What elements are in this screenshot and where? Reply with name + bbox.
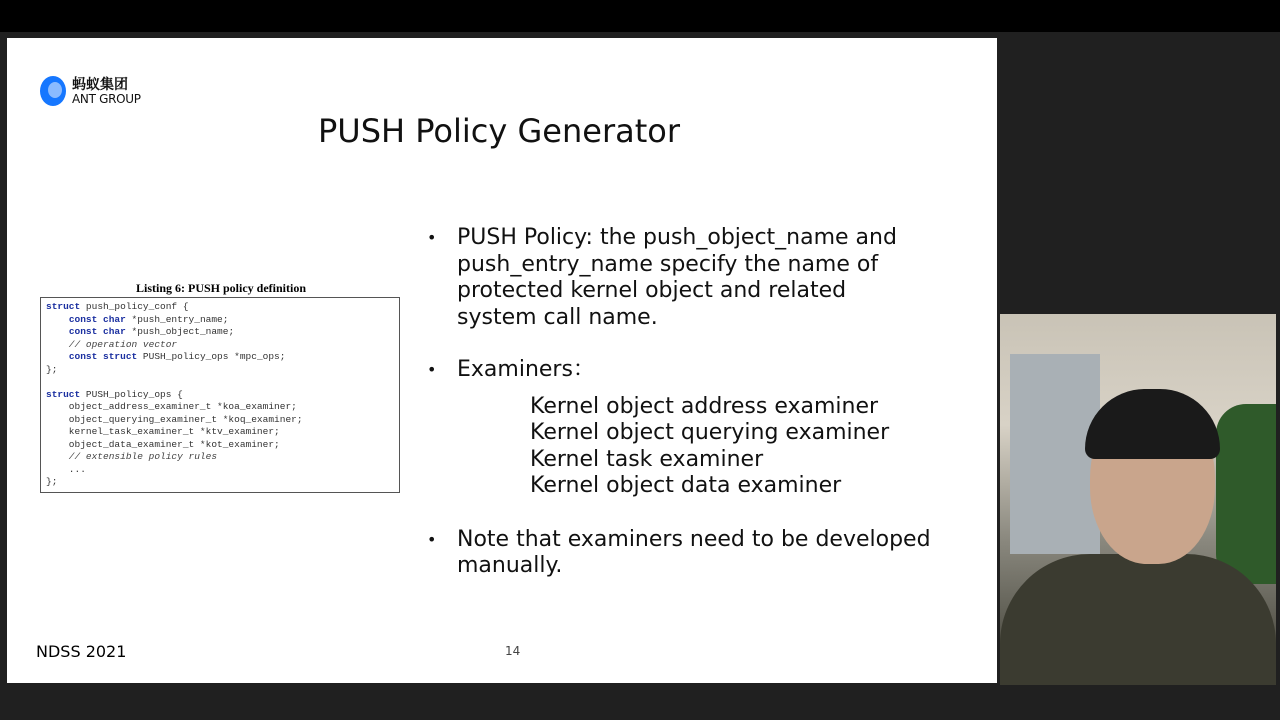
code-text: PUSH_policy_ops *mpc_ops; xyxy=(137,351,286,362)
slide-title-text: PUSH Policy Generator xyxy=(318,112,680,150)
plant xyxy=(1216,404,1276,584)
code-text xyxy=(46,314,69,325)
code-text: push_policy_conf { xyxy=(80,301,189,312)
ant-logo-icon xyxy=(40,76,66,106)
code-keyword: const char xyxy=(68,326,126,337)
logo-text-cn: 蚂蚁集团 xyxy=(72,77,128,93)
code-line xyxy=(46,439,399,452)
code-line xyxy=(46,414,399,427)
code-line xyxy=(46,301,399,314)
code-text: object_address_examiner_t *koa_examiner; xyxy=(46,401,297,412)
examiner-item: Kernel task examiner xyxy=(530,446,764,472)
code-line xyxy=(46,476,399,489)
logo-text-en: ANT GROUP xyxy=(72,92,141,106)
listing-caption: Listing 6: PUSH policy definition xyxy=(135,281,307,295)
code-keyword: struct xyxy=(46,301,81,312)
ant-group-logo xyxy=(40,68,150,108)
top-bar xyxy=(0,0,1280,32)
code-listing xyxy=(40,297,400,493)
bullet-list xyxy=(425,225,945,580)
webcam-video xyxy=(1000,314,1276,685)
code-text: PUSH_policy_ops { xyxy=(80,388,183,400)
code-text: object_querying_examiner_t *koq_examiner; xyxy=(46,413,303,425)
code-keyword: struct xyxy=(46,388,81,400)
code-line xyxy=(46,339,399,352)
code-text xyxy=(46,351,69,362)
code-text: object_data_examiner_t *kot_examiner; xyxy=(46,438,280,450)
examiner-item: Kernel object address examiner xyxy=(530,393,879,419)
code-comment: // operation vector xyxy=(46,338,178,350)
page-number: 14 xyxy=(505,644,521,658)
examiner-item: Kernel object data examiner xyxy=(530,473,842,498)
slide-title xyxy=(7,112,997,150)
speaker-hair xyxy=(1085,389,1220,459)
code-line xyxy=(46,351,399,364)
code-keyword: const struct xyxy=(68,351,138,362)
speaker-body xyxy=(1000,554,1276,685)
code-line xyxy=(46,364,399,377)
code-text: *push_entry_name; xyxy=(125,313,229,325)
code-comment: // extensible policy rules xyxy=(46,451,218,462)
code-text xyxy=(46,326,69,337)
code-line xyxy=(46,401,399,414)
code-text: }; xyxy=(46,476,58,487)
code-line xyxy=(46,389,399,402)
code-text: *push_object_name; xyxy=(125,326,235,337)
code-line xyxy=(46,376,399,389)
code-text: ... xyxy=(46,463,86,475)
code-line xyxy=(46,464,399,477)
code-line xyxy=(46,426,399,439)
slide xyxy=(7,38,997,683)
code-line xyxy=(46,314,399,327)
bullet-push-policy: • PUSH Policy: the push_object_name and push_entry_name specify the name of protected kernel object and related system call name. xyxy=(425,225,917,331)
examiner-item: Kernel object querying examiner xyxy=(530,420,890,445)
code-text: }; xyxy=(46,363,58,375)
bullet-examiners: • Examiners： xyxy=(425,357,945,384)
code-text: kernel_task_examiner_t *ktv_examiner; xyxy=(46,426,280,437)
code-line xyxy=(46,451,399,464)
code-line xyxy=(46,326,399,339)
examiner-list xyxy=(425,394,945,500)
bullet-note: • Note that examiners need to be developed manually. xyxy=(425,527,937,580)
footer-conference: NDSS 2021 xyxy=(36,642,127,661)
code-keyword: const char xyxy=(68,313,126,325)
